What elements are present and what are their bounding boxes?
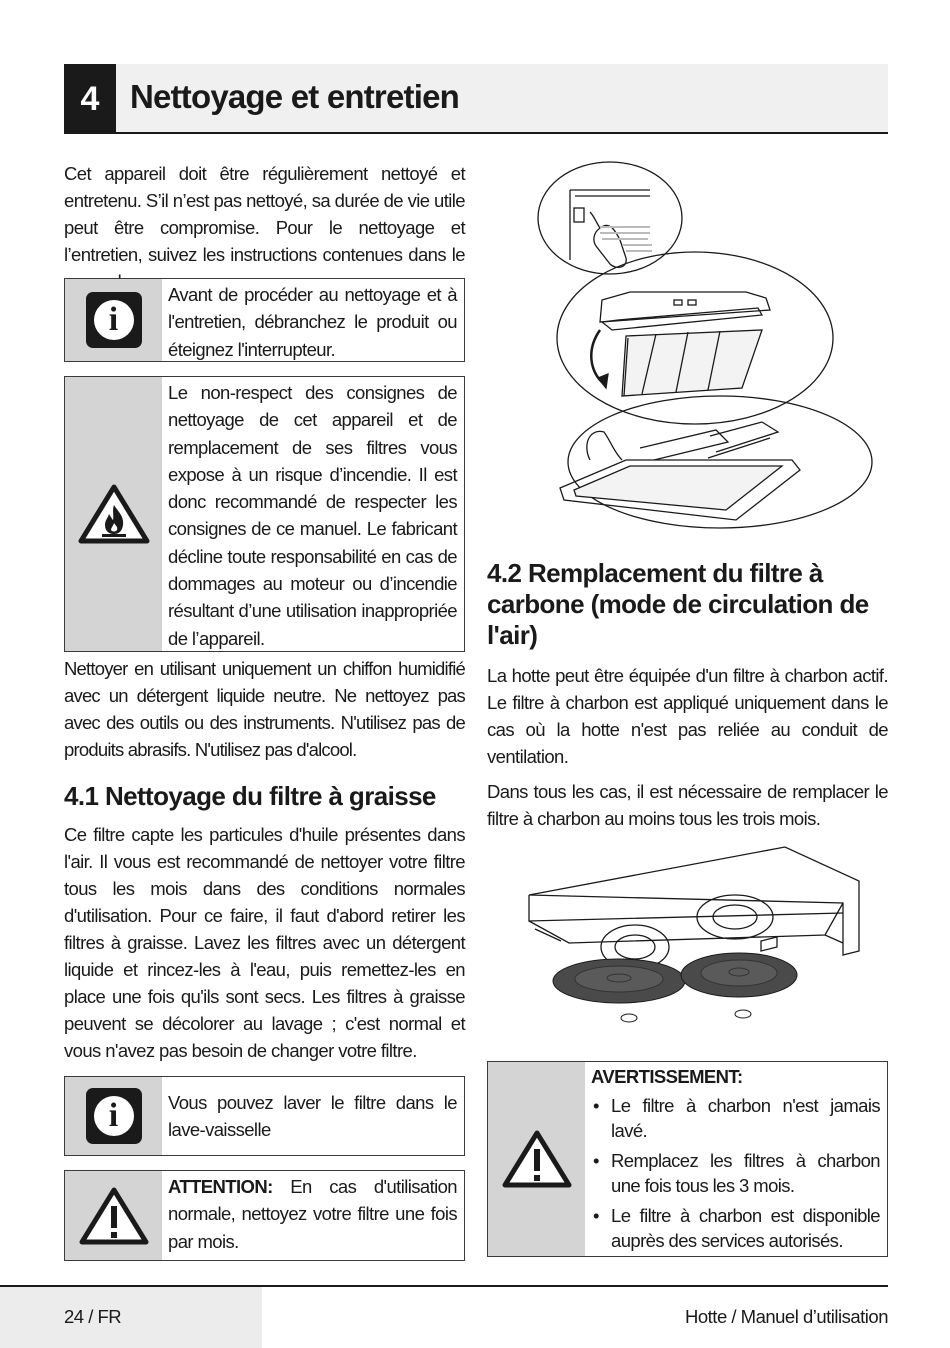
fire-hazard-note <box>64 376 465 652</box>
info-icon-panel-2 <box>65 1077 162 1155</box>
section-42-paragraph-1: La hotte peut être équipée d'un filtre à charbon actif. Le filtre à charbon est appliqué uniquement dans le cas où la hotte n'est pas reliée au conduit de ventilation. <box>487 665 888 767</box>
cleaning-paragraph: Nettoyer en utilisant uniquement un chiffon humidifié avec un détergent liquide neutre. Ne nettoyez pas avec des outils ou des instruments. N'utilisez pas de produits abrasifs. N'utilisez pas d'alcool. <box>64 658 465 760</box>
info-icon: i <box>86 292 142 348</box>
warning-icon-panel-2 <box>488 1062 585 1256</box>
info-note-text: Avant de procéder au nettoyage et à l'entretien, débranchez le produit ou éteignez l'interrupteur. <box>168 284 457 360</box>
fire-hazard-text: Le non-respect des consignes de nettoyage de cet appareil et de remplacement de ses filtres vous expose à un risque d’incendie. Il est donc recommandé de respecter les consignes de ce manuel. Le fabricant décline toute responsabilité en cas de dommages au moteur ou d’incendie résultant d’une utilisation inappropriée de l’appareil. <box>168 382 457 649</box>
info-icon-panel <box>65 279 162 361</box>
fire-icon-panel <box>65 377 162 651</box>
chapter-header <box>64 64 888 134</box>
warning-title: AVERTISSEMENT: <box>591 1066 743 1087</box>
warning-note-carbon <box>487 1061 888 1257</box>
warning-note-body <box>591 1063 880 1258</box>
grease-filter-removal-illustration <box>530 160 880 540</box>
page-number: 24 / FR <box>64 1306 122 1327</box>
section-42-title: 4.2 Remplacement du filtre à carbone (mode de circulation de l'air) <box>487 558 869 650</box>
footer-page-tab <box>0 1287 262 1348</box>
attention-text <box>168 1173 457 1255</box>
section-41-paragraph: Ce filtre capte les particules d'huile présentes dans l'air. Il vous est recommandé de nettoyer votre filtre tous les mois dans des conditions normales d'utilisation. Pour ce faire, il faut d'abord retirer les filtres à graisse. Lavez les filtres avec un détergent liquide et rincez-les à l'eau, puis remettez-les en place une fois qu'ils sont secs. Les filtres à graisse peuvent se décolorer au lavage ; c'est normal et vous n'avez pas besoin de changer votre filtre. <box>64 824 465 1061</box>
manual-title: Hotte / Manuel d’utilisation <box>685 1306 888 1327</box>
info-note-unplug <box>64 278 465 362</box>
list-item: • Le filtre à charbon n'est jamais lavé. <box>591 1093 880 1143</box>
list-item: • Remplacez les filtres à charbon une fois tous les 3 mois. <box>591 1148 880 1198</box>
warning-icon <box>502 1129 572 1189</box>
attention-label: ATTENTION: <box>168 1176 273 1197</box>
carbon-filter-illustration <box>525 843 865 1028</box>
warning-icon <box>79 1186 149 1246</box>
fire-hazard-icon <box>78 483 150 545</box>
list-item: • Le filtre à charbon est disponible auprès des services autorisés. <box>591 1203 880 1253</box>
section-42-paragraph-2: Dans tous les cas, il est nécessaire de remplacer le filtre à charbon au moins tous les trois mois. <box>487 781 888 829</box>
warning-icon-panel <box>65 1171 162 1260</box>
attention-body: En cas d'utilisation normale, nettoyez votre filtre une fois par mois. <box>168 1176 457 1252</box>
chapter-title: Nettoyage et entretien <box>130 78 459 115</box>
info-note-dishwasher-text: Vous pouvez laver le filtre dans le lave-vaisselle <box>168 1092 457 1141</box>
section-41-title: 4.1 Nettoyage du filtre à graisse <box>64 781 436 811</box>
intro-paragraph: Cet appareil doit être régulièrement nettoyé et entretenu. S’il n’est pas nettoyé, sa durée de vie utile peut être compromise. Pour le nettoyage et l’entretien, suivez les instructions contenues dans le <box>64 163 465 265</box>
warning-list <box>591 1093 880 1253</box>
info-note-dishwasher <box>64 1076 465 1156</box>
info-icon: i <box>86 1088 142 1144</box>
attention-note <box>64 1170 465 1261</box>
chapter-number: 4 <box>64 64 116 134</box>
